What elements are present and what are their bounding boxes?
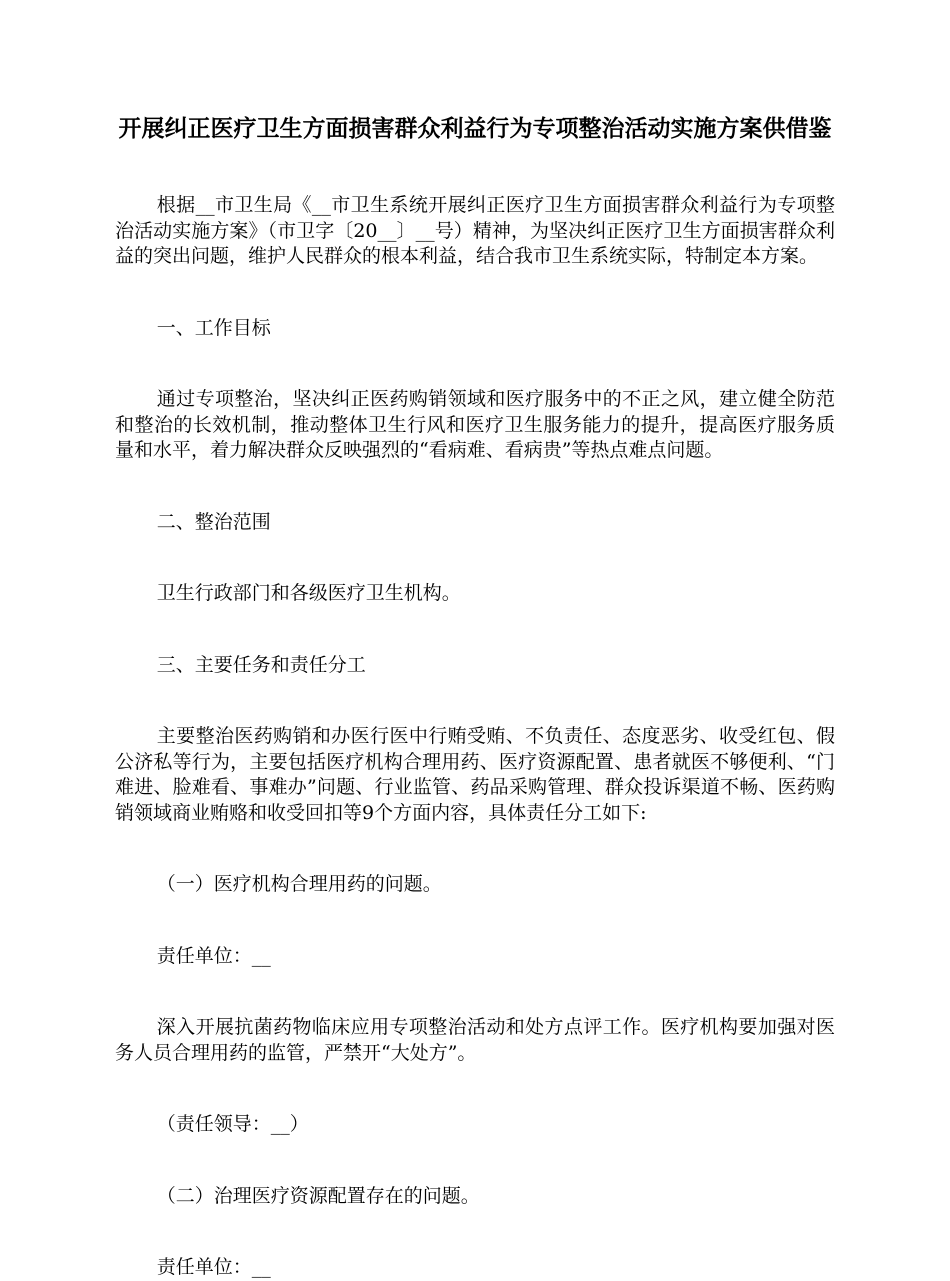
goals-paragraph: 通过专项整治，坚决纠正医药购销领域和医疗服务中的不正之风，建立健全防范和整治的长效机制，推动整体卫生行风和医疗卫生服务能力的提升，提高医疗服务质量和水平，着力解决群众反映强烈的“看病难、看病贵”等热点难点问题。 — [115, 388, 835, 461]
subsection-heading-1: （一）医疗机构合理用药的问题。 — [156, 873, 442, 895]
section-heading-goals: 一、工作目标 — [156, 316, 271, 339]
scope-paragraph: 卫生行政部门和各级医疗卫生机构。 — [156, 582, 461, 604]
responsible-leader-1: （责任领导：__） — [156, 1113, 309, 1135]
document-title: 开展纠正医疗卫生方面损害群众利益行为专项整治活动实施方案供借鉴 — [118, 115, 832, 142]
tasks-paragraph: 主要整治医药购销和办医行医中行贿受贿、不负责任、态度恶劣、收受红包、假公济私等行为，主要包括医疗机构合理用药、医疗资源配置、患者就医不够便利、“门难进、脸难看、事难办”问题、行业监管、药品采购管理、群众投诉渠道不畅、医药购销领域商业贿赂和收受回扣等9个方面内容，具体责任分工如下: — [115, 725, 835, 824]
section-heading-tasks: 三、主要任务和责任分工 — [156, 653, 366, 676]
section-heading-scope: 二、整治范围 — [156, 510, 271, 533]
intro-paragraph: 根据__市卫生局《__市卫生系统开展纠正医疗卫生方面损害群众利益行为专项整治活动实施方案》（市卫字〔20__〕__号）精神，为坚决纠正医疗卫生方面损害群众利益的突出问题，维护人民群众的根本利益，结合我市卫生系统实际，特制定本方案。 — [115, 194, 835, 267]
subsection-heading-2: （二）治理医疗资源配置存在的问题。 — [156, 1184, 480, 1207]
document-body — [115, 193, 835, 1281]
responsible-unit-1: 责任单位：__ — [156, 944, 271, 967]
responsible-unit-2: 责任单位：__ — [156, 1256, 271, 1278]
subsection-1-paragraph: 深入开展抗菌药物临床应用专项整治活动和处方点评工作。医疗机构要加强对医务人员合理用药的监管，严禁开“大处方”。 — [115, 1016, 835, 1064]
